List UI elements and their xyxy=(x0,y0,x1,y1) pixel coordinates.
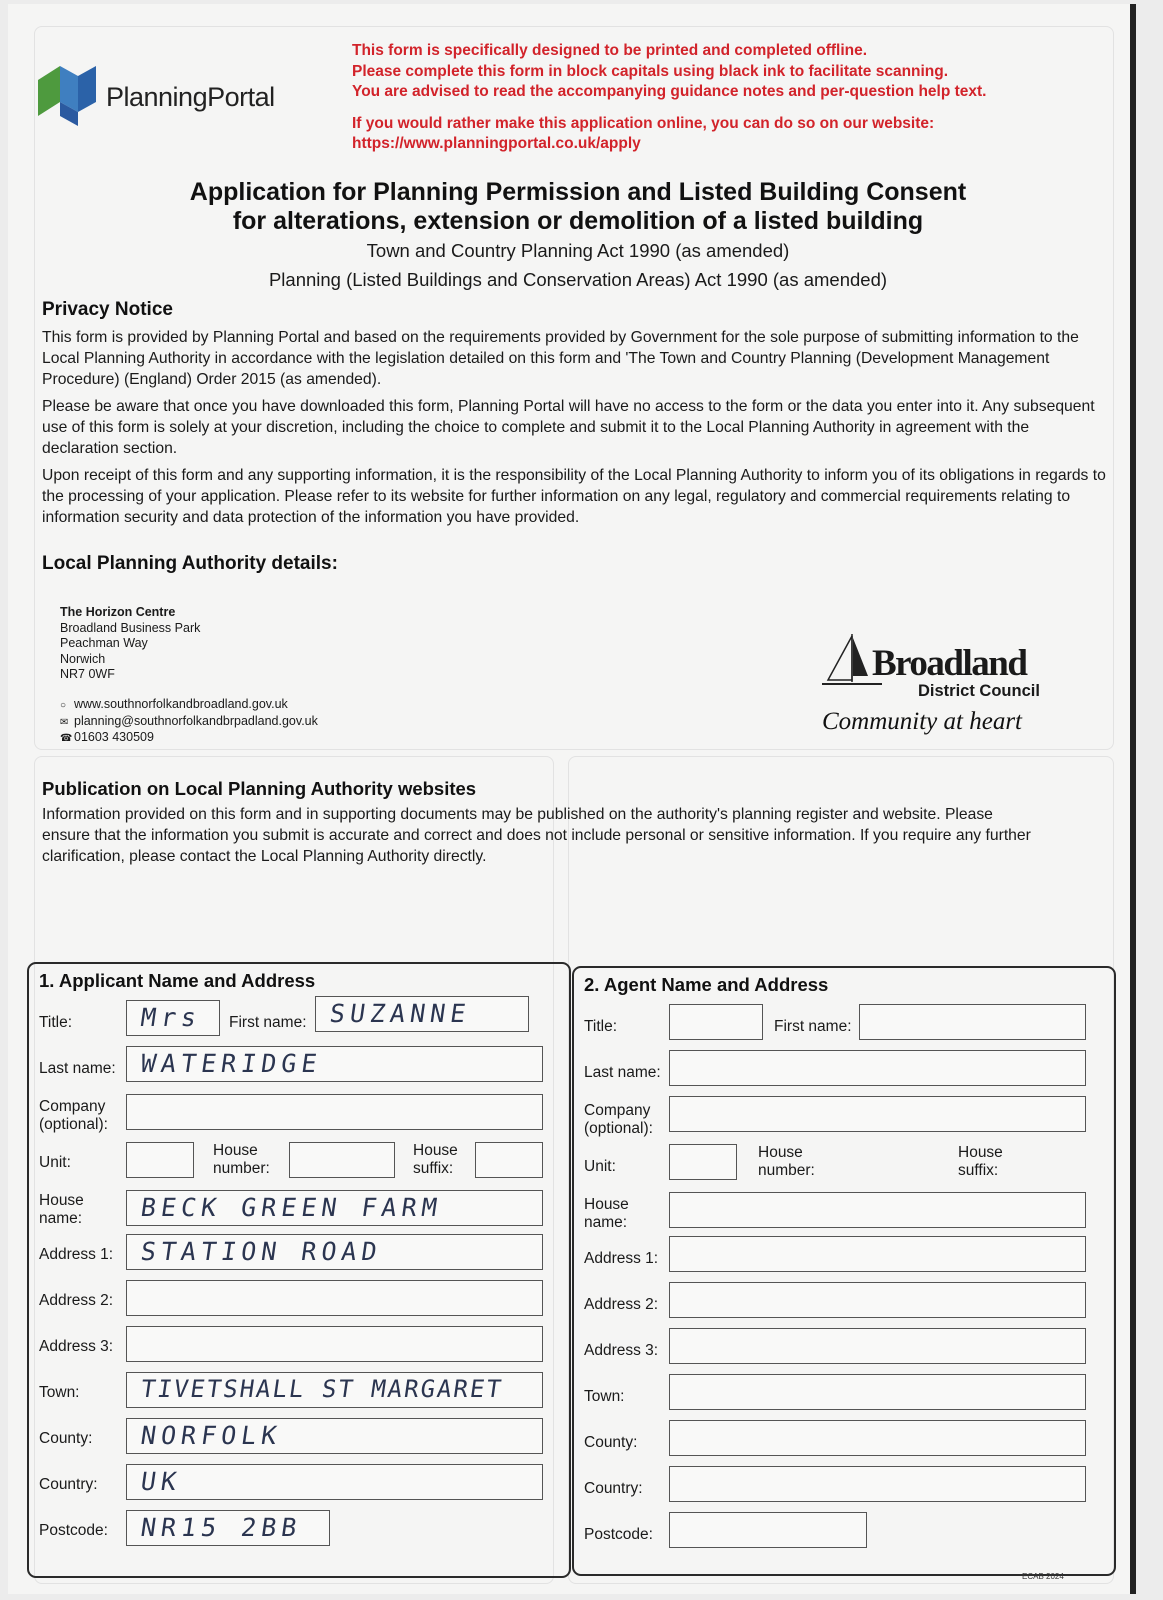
email-link[interactable]: planning@southnorfolkandbrpadland.gov.uk xyxy=(74,713,318,728)
country-value: UK xyxy=(138,1467,184,1496)
country-label: Country: xyxy=(584,1480,643,1497)
applicant-section xyxy=(27,962,571,1578)
council-tagline: Community at heart xyxy=(822,708,1022,735)
address1-field[interactable] xyxy=(126,1234,543,1270)
house-name-label xyxy=(39,1192,84,1228)
address-line: Peachman Way xyxy=(60,636,148,650)
form-title-line: for alterations, extension or demolition of a listed building xyxy=(232,207,924,235)
privacy-paragraph: This form is provided by Planning Portal and based on the requirements provided by Government for the sole purpose of submitting information to the Local Planning Authority in accordance with the legislation detailed on this form and 'The Town and Country Planning (Development Management Procedure) (England) Order 2015 (as amended). xyxy=(42,329,1079,388)
house-suffix-label xyxy=(958,1144,1003,1180)
house-name-field[interactable] xyxy=(126,1190,543,1226)
postcode-value: NR15 2BB xyxy=(138,1513,304,1542)
postcode-field[interactable] xyxy=(126,1510,330,1546)
company-label-line: Company xyxy=(584,1102,651,1119)
last-name-field[interactable] xyxy=(126,1046,543,1082)
privacy-heading: Privacy Notice xyxy=(42,299,173,320)
title-label: Title: xyxy=(584,1018,618,1035)
agent-unit-field[interactable] xyxy=(669,1144,737,1180)
section-heading: 2. Agent Name and Address xyxy=(584,974,829,995)
house-name-label-line: name: xyxy=(39,1210,83,1227)
address3-label: Address 3: xyxy=(584,1342,659,1359)
house-number-label xyxy=(758,1144,815,1180)
house-number-label-line: number: xyxy=(758,1162,815,1179)
globe-icon: ○ xyxy=(60,700,67,711)
house-suffix-label-line: House xyxy=(958,1144,1003,1161)
town-field[interactable] xyxy=(126,1372,543,1408)
house-number-label-line: House xyxy=(758,1144,803,1161)
last-name-label: Last name: xyxy=(584,1064,661,1081)
agent-postcode-field[interactable] xyxy=(669,1512,867,1548)
act-reference: Planning (Listed Buildings and Conservation Areas) Act 1990 (as amended) xyxy=(268,269,888,290)
notice-line: You are advised to read the accompanying guidance notes and per-question help text. xyxy=(352,83,987,100)
address-line: Broadland Business Park xyxy=(60,620,201,635)
planning-portal-logo-icon xyxy=(38,62,102,128)
address-line: Norwich xyxy=(60,651,106,666)
agent-address3-field[interactable] xyxy=(669,1328,1086,1364)
town-label: Town: xyxy=(584,1388,625,1405)
house-name-value: BECK GREEN FARM xyxy=(138,1193,444,1222)
county-value: NORFOLK xyxy=(138,1421,284,1450)
form-title-line: Application for Planning Permission and Listed Building Consent xyxy=(189,178,967,206)
unit-label: Unit: xyxy=(584,1158,616,1175)
last-name-value: WATERIDGE xyxy=(138,1049,324,1078)
website-link[interactable]: www.southnorfolkandbroadland.gov.uk xyxy=(74,697,288,711)
house-suffix-label xyxy=(413,1142,458,1178)
act-reference: Town and Country Planning Act 1990 (as amended) xyxy=(366,240,790,261)
planning-portal-logo-text: PlanningPortal xyxy=(106,82,275,112)
council-name: Broadland xyxy=(872,643,1027,684)
address1-label: Address 1: xyxy=(39,1246,114,1263)
address-line: NR7 0WF xyxy=(60,667,115,681)
agent-company-field[interactable] xyxy=(669,1096,1086,1132)
address2-field[interactable] xyxy=(126,1280,543,1316)
house-suffix-label-line: suffix: xyxy=(413,1160,454,1177)
form-title xyxy=(48,178,1108,294)
house-name-label-line: name: xyxy=(584,1214,628,1231)
agent-title-field[interactable] xyxy=(669,1004,763,1040)
agent-address1-field[interactable] xyxy=(669,1236,1086,1272)
section-heading: 1. Applicant Name and Address xyxy=(39,970,316,991)
address2-label: Address 2: xyxy=(584,1296,659,1313)
house-suffix-label-line: suffix: xyxy=(958,1162,999,1179)
online-notice: If you would rather make this application online, you can do so on our website: xyxy=(352,114,935,132)
first-name-label: First name: xyxy=(229,1014,307,1031)
house-suffix-label-line: House xyxy=(413,1142,458,1159)
offline-notice xyxy=(352,41,1072,155)
address1-label: Address 1: xyxy=(584,1250,659,1267)
lpa-address xyxy=(60,605,200,683)
lpa-contact xyxy=(60,697,318,747)
address3-field[interactable] xyxy=(126,1326,543,1362)
house-number-field[interactable] xyxy=(289,1142,395,1178)
county-label: County: xyxy=(584,1434,638,1451)
unit-field[interactable] xyxy=(126,1142,194,1178)
house-number-label-line: House xyxy=(213,1142,258,1159)
first-name-field[interactable] xyxy=(315,996,529,1032)
agent-first-name-field[interactable] xyxy=(859,1004,1086,1040)
form-page xyxy=(8,4,1136,1594)
company-label-line: Company xyxy=(39,1098,106,1115)
broadland-council-logo xyxy=(822,632,1072,752)
online-url-link[interactable]: https://www.planningportal.co.uk/apply xyxy=(352,135,641,152)
council-subtitle: District Council xyxy=(918,682,1040,700)
notice-line: Please complete this form in block capitals using black ink to facilitate scanning. xyxy=(352,62,949,80)
town-label: Town: xyxy=(39,1384,80,1401)
postcode-label: Postcode: xyxy=(39,1522,108,1539)
company-label-line: (optional): xyxy=(584,1120,653,1137)
house-number-label-line: number: xyxy=(213,1160,270,1177)
agent-last-name-field[interactable] xyxy=(669,1050,1086,1086)
publication-text: Information provided on this form and in supporting documents may be published on the authority's planning register and website. Please ensure that the information you submit is accurate and correct and does not include personal or sensitive information. If you require any further clarification, please contact the Local Planning Authority directly. xyxy=(42,806,1031,865)
agent-house-name-field[interactable] xyxy=(669,1192,1086,1228)
county-field[interactable] xyxy=(126,1418,543,1454)
address3-label: Address 3: xyxy=(39,1338,114,1355)
privacy-paragraph: Please be aware that once you have downloaded this form, Planning Portal will have no access to the form or the data you enter into it. Any subsequent use of this form is solely at your discretion, including the choice to complete and submit it to the Local Planning Authority in agreement with the declaration section. xyxy=(42,398,1095,457)
house-number-label xyxy=(213,1142,270,1178)
agent-address2-field[interactable] xyxy=(669,1282,1086,1318)
title-label: Title: xyxy=(39,1014,73,1031)
first-name-label: First name: xyxy=(774,1018,852,1035)
publication-heading: Publication on Local Planning Authority websites xyxy=(42,778,477,799)
company-field[interactable] xyxy=(126,1094,543,1130)
address-line: The Horizon Centre xyxy=(60,605,176,619)
agent-country-field[interactable] xyxy=(669,1466,1086,1502)
house-name-label xyxy=(584,1196,629,1232)
company-label-line: (optional): xyxy=(39,1116,108,1133)
last-name-label: Last name: xyxy=(39,1060,116,1077)
privacy-paragraph: Upon receipt of this form and any supporting information, it is the responsibility of the Local Planning Authority to inform you of its obligations in regards to the processing of your application. Please refer to its website for further information on any legal, regulatory and commercial requirements relating to information security and data protection of the information you have provided. xyxy=(42,467,1106,526)
address1-value: STATION ROAD xyxy=(138,1237,384,1266)
agent-county-field[interactable] xyxy=(669,1420,1086,1456)
envelope-icon: ✉ xyxy=(60,716,69,728)
phone-number: 01603 430509 xyxy=(74,730,154,744)
house-name-label-line: House xyxy=(39,1192,84,1209)
company-label xyxy=(584,1102,653,1138)
county-label: County: xyxy=(39,1430,93,1447)
privacy-notice xyxy=(42,327,1106,534)
title-field[interactable] xyxy=(126,1000,220,1036)
address2-label: Address 2: xyxy=(39,1292,114,1309)
company-label xyxy=(39,1098,108,1134)
agent-section xyxy=(572,966,1116,1576)
title-value: Mrs xyxy=(138,1003,204,1032)
postcode-label: Postcode: xyxy=(584,1526,653,1543)
country-field[interactable] xyxy=(126,1464,543,1500)
form-code: ECAB 2024 xyxy=(1022,1572,1064,1581)
house-suffix-field[interactable] xyxy=(475,1142,543,1178)
lpa-heading: Local Planning Authority details: xyxy=(42,553,338,574)
notice-line: This form is specifically designed to be printed and completed offline. xyxy=(352,42,868,59)
unit-label: Unit: xyxy=(39,1154,71,1171)
town-value: TIVETSHALL ST MARGARET xyxy=(139,1375,505,1403)
phone-icon: ☎ xyxy=(60,733,73,744)
agent-town-field[interactable] xyxy=(669,1374,1086,1410)
first-name-value: SUZANNE xyxy=(327,999,473,1028)
country-label: Country: xyxy=(39,1476,98,1493)
house-name-label-line: House xyxy=(584,1196,629,1213)
